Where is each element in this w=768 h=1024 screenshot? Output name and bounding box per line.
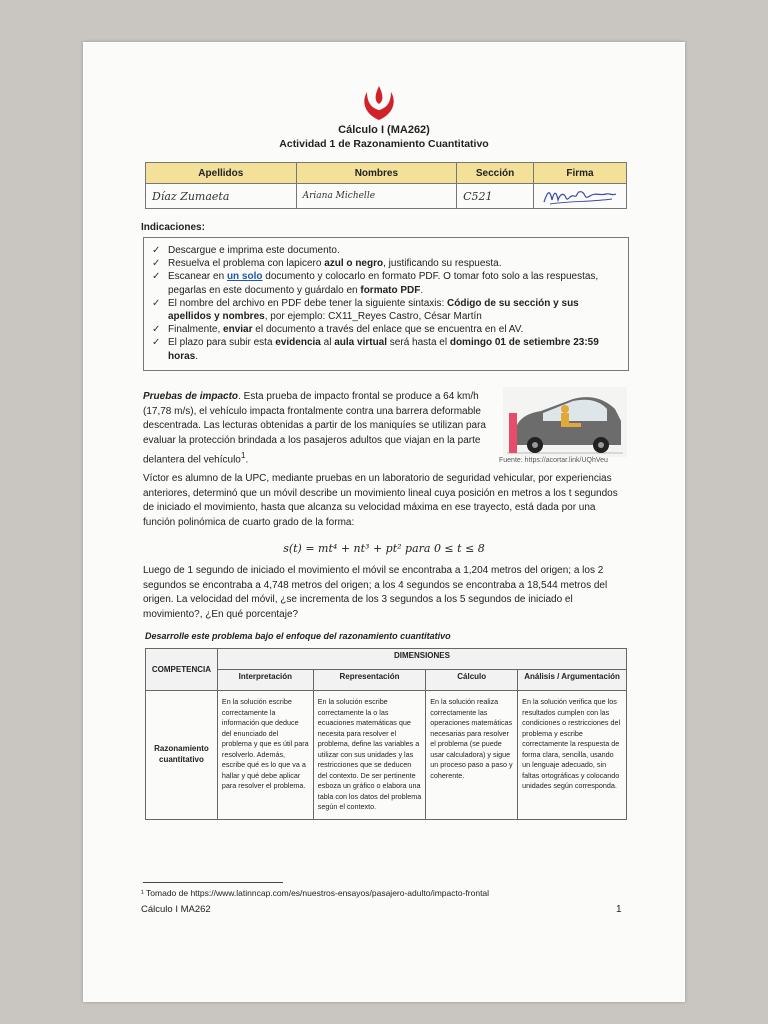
check-icon: ✓ xyxy=(152,324,161,336)
rubric-cell-interpretacion: En la solución escribe correctamente la información que deduce del enunciado del problema y que es útil para resolverlo. Además, escribe qué es lo que va a hallar y qué debe aplicar para resolver el problema. xyxy=(217,691,313,820)
apellidos-value: Díaz Zumaeta xyxy=(146,184,297,209)
document-page xyxy=(83,42,685,1002)
seccion-value: C521 xyxy=(457,184,534,209)
footnote-divider xyxy=(143,882,283,883)
rubric-table xyxy=(145,648,627,820)
rubric-cell-representacion: En la solución escribe correctamente la o las ecuaciones matemáticas que necesita para resolver el problema, define las variables a utilizar con sus unidades y las restricciones que se deducen del contexto. De ser pertinente esboza un gráfico o elabora una tabla con los datos del problema según el contexto. xyxy=(313,691,425,820)
nombres-value: Ariana Michelle xyxy=(296,184,457,209)
problem-statement-paragraph: Víctor es alumno de la UPC, mediante pruebas en un laboratorio de seguridad vehicular, por experiencias anteriores, determinó que un móvil describe un movimiento lineal cuya posición en metros a los t segundos de iniciado el movimiento, hasta que alcanza su velocidad máxima en ese trayecto, está dada por una función polinómica de cuarto grado de la forma: xyxy=(143,473,618,528)
rubric-cell-analisis: En la solución verifica que los resultados cumplen con las condiciones o restricciones del problema y escribe correctamente la respuesta de forma clara, sencilla, usando un lenguaje adecuado, sin faltas ortográficas y colocando unidades según corresponda. xyxy=(518,691,627,820)
upc-logo-icon xyxy=(357,80,401,124)
footer-course: Cálculo I MA262 xyxy=(141,904,211,915)
impact-test-paragraph: Pruebas de impacto. Esta prueba de impacto frontal se produce a 64 km/h (17,78 m/s), el vehículo impacta frontalmente contra una barrera deformable descentrada. Las lecturas obtenidas a partir de los maniquíes se utilizan para evaluar la protección brindada a los pasajeros adultos que viajan en la parte delantera del vehículo$^1$. xyxy=(143,391,486,466)
col-apellidos: Apellidos xyxy=(146,163,297,184)
col-calculo: Cálculo xyxy=(426,670,518,691)
check-icon: ✓ xyxy=(152,258,161,270)
col-nombres: Nombres xyxy=(296,163,457,184)
col-firma: Firma xyxy=(533,163,626,184)
check-icon: ✓ xyxy=(152,271,161,283)
list-item: ✓ Descargue e imprima este documento. xyxy=(152,245,340,256)
firma-cell xyxy=(533,184,626,209)
competencia-value: Razonamiento cuantitativo xyxy=(146,691,218,820)
indicaciones-label: Indicaciones: xyxy=(141,222,205,233)
signature-icon xyxy=(540,184,620,208)
problem-question-paragraph: Luego de 1 segundo de iniciado el movimiento el móvil se encontraba a 1,204 metros del origen; a los 2 segundos se encontraba a 4,748 metros del origen; a los 4 segundos se encontraba a 18,544 metros del origen. La velocidad del móvil, ¿se incrementa de los 3 segundos a los 5 segundos de iniciado el movimiento?, ¿En qué porcentaje? xyxy=(143,565,608,620)
rubric-intro: Desarrolle este problema bajo el enfoque del razonamiento cuantitativo xyxy=(145,631,451,641)
page-number: 1 xyxy=(616,904,622,915)
student-info-table xyxy=(145,162,627,209)
list-item: ✓ El plazo para subir esta evidencia al aula virtual será hasta el domingo 01 de setiembre 23:59 horas. xyxy=(152,337,599,362)
dimensiones-header: DIMENSIONES xyxy=(217,649,626,670)
check-icon: ✓ xyxy=(152,297,161,309)
indicaciones-list xyxy=(144,244,628,363)
list-item: ✓ El nombre del archivo en PDF debe tener la siguiente sintaxis: Código de su sección y sus apellidos y nombres, por ejemplo: CX11_Reyes Castro, César Martín xyxy=(152,297,579,323)
crash-test-car-image xyxy=(503,387,627,457)
image-source-link[interactable]: Fuente: https://acortar.link/UQhVeu xyxy=(499,457,608,464)
rubric-cell-calculo: En la solución realiza correctamente las operaciones matemáticas necesarias para resolver el problema (se puede usar calculadora) y sigue un proceso paso a paso y coherente. xyxy=(426,691,518,820)
list-item: ✓ Finalmente, enviar el documento a través del enlace que se encuentra en el AV. xyxy=(152,324,524,336)
footnote: ¹ Tomado de https://www.latinncap.com/es/nuestros-ensayos/pasajero-adulto/impacto-frontal xyxy=(141,888,490,898)
check-icon: ✓ xyxy=(152,337,161,349)
list-item: ✓ Escanear en un solo documento y colocarlo en formato PDF. O tomar foto solo a las respuestas, pegarlas en este documento y guárdalo en formato PDF. xyxy=(152,271,599,296)
col-representacion: Representación xyxy=(313,670,425,691)
col-analisis: Análisis / Argumentación xyxy=(518,670,627,691)
check-icon: ✓ xyxy=(152,245,161,256)
list-item: ✓ Resuelva el problema con lapicero azul o negro, justificando su respuesta. xyxy=(152,258,502,270)
un-solo-link[interactable]: un solo xyxy=(226,271,263,283)
competencia-header: COMPETENCIA xyxy=(146,649,218,691)
indicaciones-box xyxy=(143,237,629,371)
position-function-formula: s(t) = mt⁴ + nt³ + pt² para 0 ≤ t ≤ 8 xyxy=(283,542,485,555)
activity-title: Actividad 1 de Razonamiento Cuantitativo xyxy=(279,138,489,150)
course-title: Cálculo I (MA262) xyxy=(338,124,430,136)
col-seccion: Sección xyxy=(457,163,534,184)
col-interpretacion: Interpretación xyxy=(217,670,313,691)
